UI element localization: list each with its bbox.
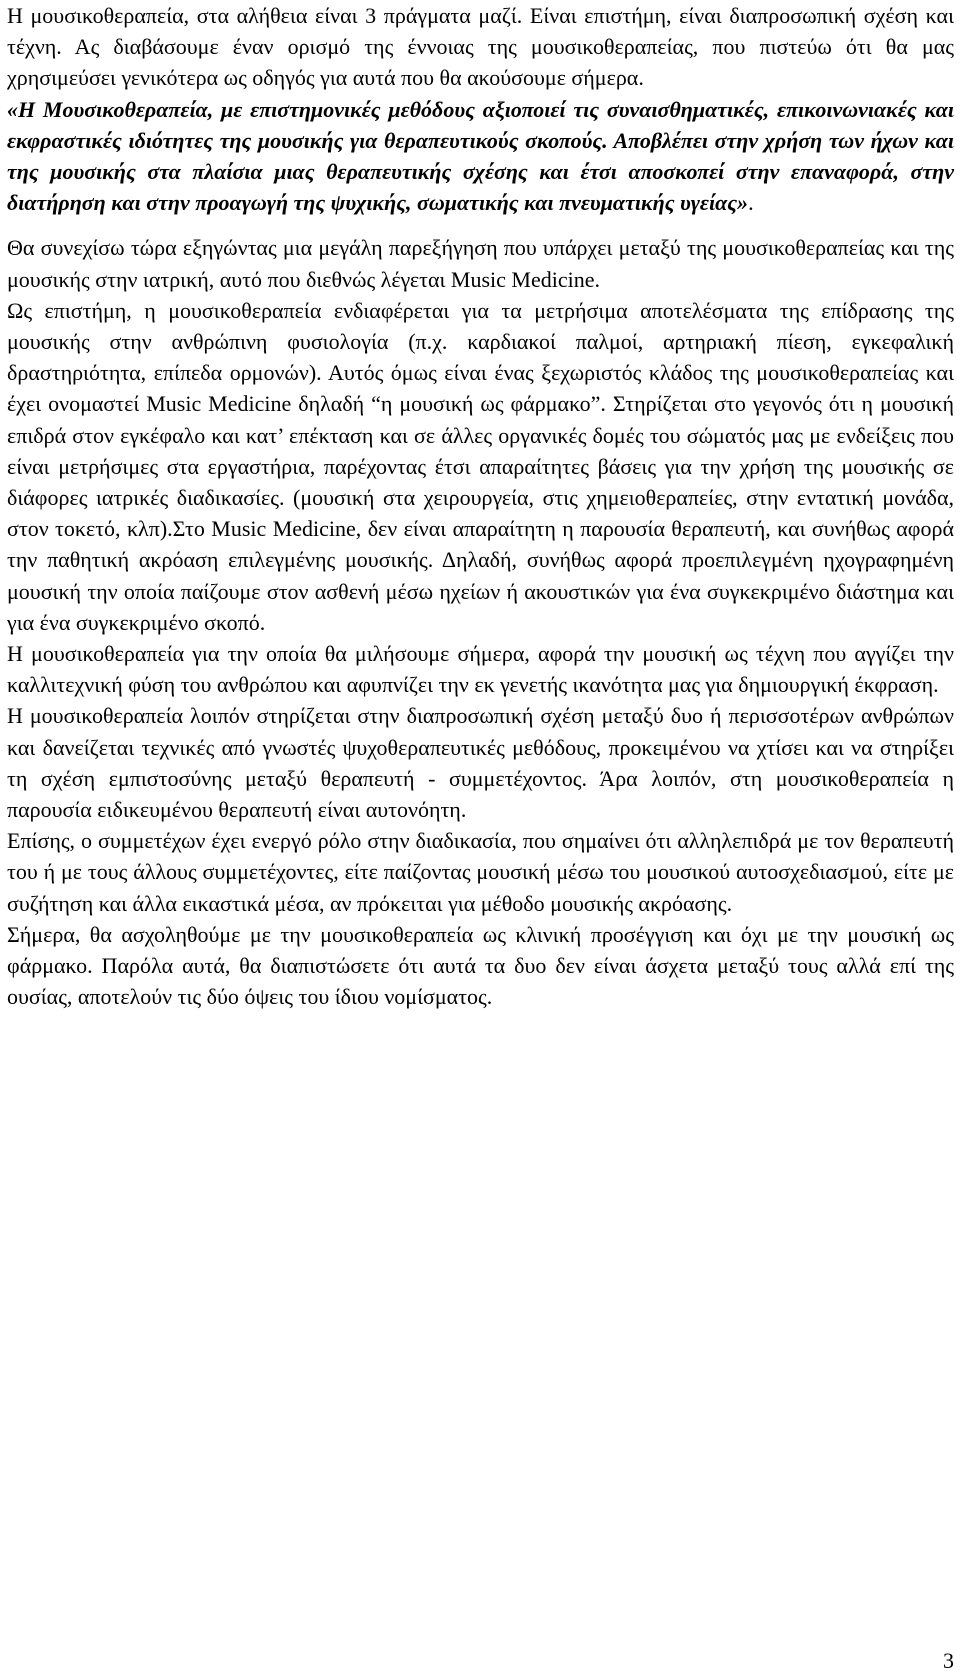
music-medicine-paragraph: Θα συνεχίσω τώρα εξηγώντας μια μεγάλη παρεξήγηση που υπάρχει μεταξύ της μουσικοθεραπείας και της μουσικής στην ιατρική, αυτό που διεθνώς λέγεται Music Medicine. (7, 235, 954, 292)
art-paragraph: Η μουσικοθεραπεία για την οποία θα μιλήσουμε σήμερα, αφορά την μουσική ως τέχνη που αγγίζει την καλλιτεχνική φύση του ανθρώπου και αφυπνίζει την εκ γενετής ικανότητα μας για δημιουργική έκφραση. (7, 641, 954, 698)
body-text (7, 0, 954, 1013)
participant-paragraph: Επίσης, ο συμμετέχων έχει ενεργό ρόλο στην διαδικασία, που σημαίνει ότι αλληλεπιδρά με τον θεραπευτή του ή με τους άλλους συμμετέχοντες, είτε παίζοντας μουσική μέσω του μουσικού αυτοσχεδιασμού, είτε με συζήτηση και άλλα εικαστικά μέσα, αν πρόκειται για μέθοδο μουσικής ακρόασης. (7, 828, 954, 916)
relationship-paragraph: Η μουσικοθεραπεία λοιπόν στηρίζεται στην διαπροσωπική σχέση μεταξύ δυο ή περισσοτέρων ανθρώπων και δανείζεται τεχνικές από γνωστές ψυχοθεραπευτικές μεθόδους, προκειμένου να χτίσει και να στηρίξει τη σχέση εμπιστοσύνης μεταξύ θεραπευτή - συμμετέχοντος. Άρα λοιπόν, στη μουσικοθεραπεία η παρουσία ειδικευμένου θεραπευτή είναι αυτονόητη. (7, 703, 954, 823)
page-number: 3 (943, 1648, 954, 1673)
paragraph-gap (7, 218, 954, 232)
definition-quote: «Η Μουσικοθεραπεία, με επιστημονικές μεθόδους αξιοποιεί τις συναισθηματικές, επικοινωνιακές και εκφραστικές ιδιότητες της μουσικής για θεραπευτικούς σκοπούς. Αποβλέπει στην χρήση των ήχων και της μουσικής στα πλαίσια μιας θεραπευτικής σχέσης και έτσι αποσκοπεί στην επαναφορά, στην διατήρηση και στην προαγωγή της ψυχικής, σωματικής και πνευματικής υγείας» (7, 96, 954, 216)
definition-end: . (748, 190, 754, 216)
science-paragraph: Ως επιστήμη, η μουσικοθεραπεία ενδιαφέρεται για τα μετρήσιμα αποτελέσματα της επίδρασης της μουσικής στην ανθρώπινη φυσιολογία (π.χ. καρδιακοί παλμοί, αρτηριακή πίεση, εγκεφαλική δραστηριότητα, επίπεδα ορμονών). Αυτός όμως είναι ένας ξεχωριστός κλάδος της μουσικοθεραπείας και έχει ονομαστεί Music Medicine δηλαδή “η μουσική ως φάρμακο”. Στηρίζεται στο γεγονός ότι η μουσική επιδρά στον εγκέφαλο και κατ’ επέκταση και σε άλλες οργανικές δομές του σώματός μας με ενδείξεις που είναι μετρήσιμες στα εργαστήρια, παρέχοντας έτσι απαραίτητες βάσεις για την χρήση της μουσικής σε διάφορες ιατρικές διαδικασίες. (μουσική στα χειρουργεία, στις χημειοθεραπείες, στην εντατική μονάδα, στον τοκετό, κλπ).Στο Music Medicine, δεν είναι απαραίτητη η παρουσία θεραπευτή, και συνήθως αφορά την παθητική ακρόαση επιλεγμένης μουσικής. Δηλαδή, συνήθως αφορά προεπιλεγμένη ηχογραφημένη μουσική την οποία παίζουμε στον ασθενή μέσω ηχείων ή ακουστικών για ένα συγκεκριμένο διάστημα και για ένα συγκεκριμένο σκοπό. (7, 297, 954, 635)
intro-paragraph: Η μουσικοθεραπεία, στα αλήθεια είναι 3 πράγματα μαζί. Είναι επιστήμη, είναι διαπροσωπική σχέση και τέχνη. Ας διαβάσουμε έναν ορισμό της έννοιας της μουσικοθεραπείας, που πιστεύω ότι θα μας χρησιμεύσει γενικότερα ως οδηγός για αυτά που θα ακούσουμε σήμερα. (7, 3, 954, 91)
conclusion-paragraph: Σήμερα, θα ασχοληθούμε με την μουσικοθεραπεία ως κλινική προσέγγιση και όχι με την μουσική ως φάρμακο. Παρόλα αυτά, θα διαπιστώσετε ότι αυτά τα δυο δεν είναι άσχετα μεταξύ τους αλλά επί της ουσίας, αποτελούν τις δύο όψεις του ίδιου νομίσματος. (7, 921, 954, 1010)
definition-paragraph (7, 94, 954, 219)
